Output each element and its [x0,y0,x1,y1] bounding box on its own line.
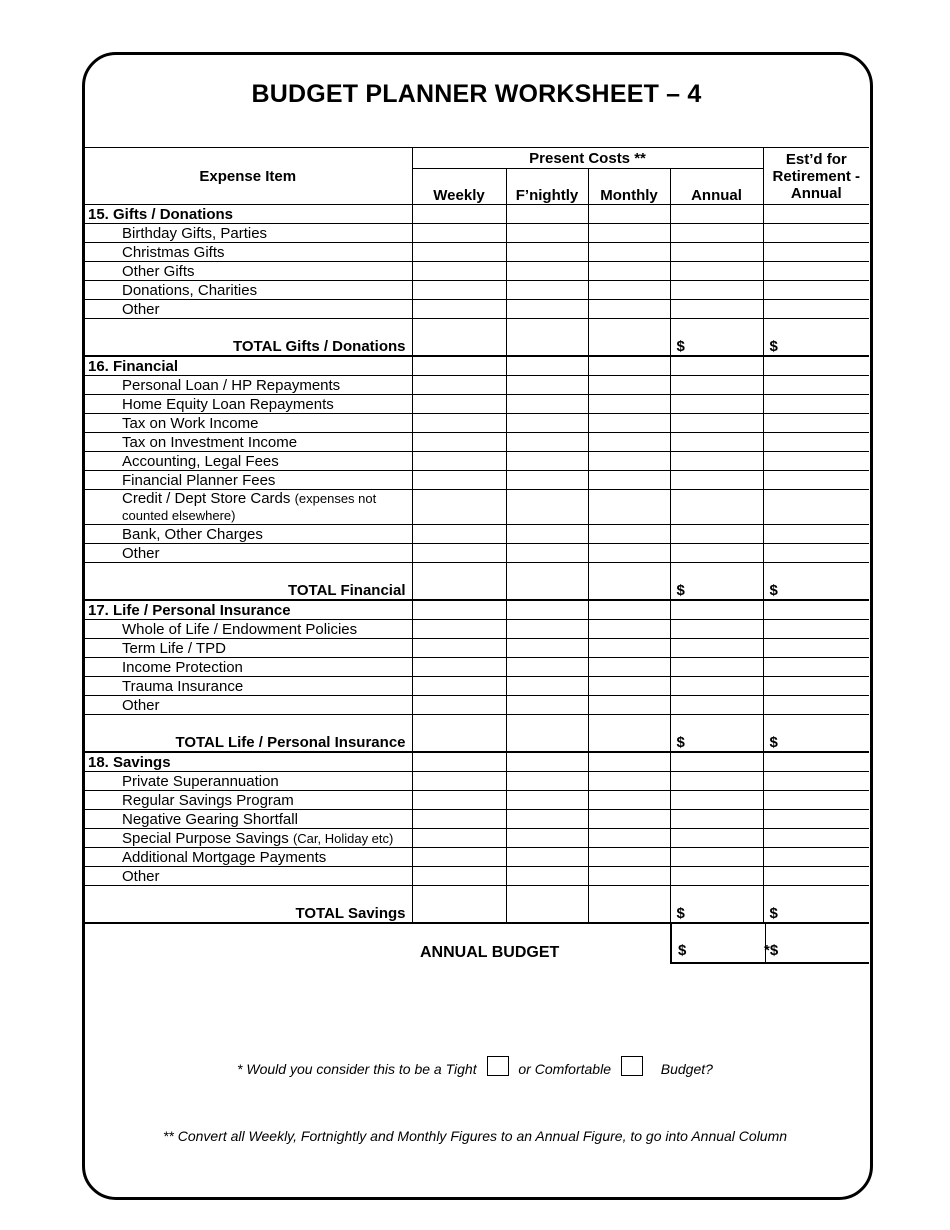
annual-cell[interactable] [670,243,763,262]
header-annual: Annual [670,169,763,205]
weekly-cell[interactable] [412,243,506,262]
expense-label: Private Superannuation [84,772,412,791]
footnote: ** Convert all Weekly, Fortnightly and Monthly Figures to an Annual Figure, to go into Annual Column [162,1128,788,1144]
expense-label: Negative Gearing Shortfall [84,810,412,829]
expense-label: Income Protection [84,658,412,677]
table-row [84,658,869,677]
question-suffix: Budget? [660,1061,713,1077]
monthly-cell[interactable] [588,471,670,490]
retirement-total-cell[interactable]: $ [763,886,869,924]
expense-label: Other [84,300,412,319]
monthly-cell[interactable] [588,639,670,658]
retirement-total-cell[interactable]: $ [763,319,869,357]
fnightly-cell[interactable] [506,224,588,243]
table-row [84,395,869,414]
table-row [84,300,869,319]
header-fnightly: F’nightly [506,169,588,205]
weekly-cell[interactable] [412,376,506,395]
monthly-cell[interactable] [588,867,670,886]
section-row [84,356,869,376]
expense-label: Christmas Gifts [84,243,412,262]
retirement-cell[interactable] [763,867,869,886]
annual-cell[interactable] [670,471,763,490]
monthly-cell[interactable] [588,205,670,224]
weekly-cell[interactable] [412,544,506,563]
table-row [84,471,869,490]
table-row [84,867,869,886]
weekly-cell[interactable] [412,262,506,281]
header-present-costs: Present Costs ** [412,148,763,169]
weekly-cell[interactable] [412,395,506,414]
special-savings-label: Special Purpose Savings [122,830,289,847]
expense-label: Donations, Charities [84,281,412,300]
expense-label-special [84,829,412,848]
retirement-cell[interactable] [763,620,869,639]
special-savings-note: (Car, Holiday etc) [292,831,394,846]
retirement-cell[interactable] [763,490,869,525]
monthly-cell[interactable] [588,600,670,620]
table-row [84,829,869,848]
monthly-cell[interactable] [588,886,670,924]
monthly-cell[interactable] [588,224,670,243]
expense-label: Other [84,544,412,563]
monthly-cell[interactable] [588,829,670,848]
annual-cell[interactable] [670,677,763,696]
header-retirement: Est’d for Retirement - Annual [763,148,869,205]
table-row [84,848,869,867]
monthly-cell[interactable] [588,772,670,791]
annual-cell[interactable] [670,544,763,563]
fnightly-cell[interactable] [506,791,588,810]
total-label: TOTAL Life / Personal Insurance [84,715,412,753]
monthly-cell[interactable] [588,791,670,810]
table-row [84,791,869,810]
weekly-cell[interactable] [412,848,506,867]
annual-cell[interactable] [670,600,763,620]
table-row [84,376,869,395]
section-title: 18. Savings [84,752,412,772]
fnightly-cell[interactable] [506,525,588,544]
retirement-total-cell[interactable]: $ [763,563,869,601]
annual-cell[interactable] [670,395,763,414]
budget-question [0,1056,950,1077]
weekly-cell[interactable] [412,319,506,357]
weekly-cell[interactable] [412,829,506,848]
section-row [84,205,869,224]
monthly-cell[interactable] [588,433,670,452]
weekly-cell[interactable] [412,696,506,715]
retirement-cell[interactable] [763,471,869,490]
annual-cell[interactable] [670,281,763,300]
weekly-cell[interactable] [412,752,506,772]
annual-cell[interactable] [670,525,763,544]
retirement-total-cell[interactable]: $ [763,715,869,753]
fnightly-cell[interactable] [506,563,588,601]
expense-label: Accounting, Legal Fees [84,452,412,471]
annual-cell[interactable] [670,205,763,224]
monthly-cell[interactable] [588,490,670,525]
table-row [84,262,869,281]
weekly-cell[interactable] [412,471,506,490]
retirement-cell[interactable] [763,848,869,867]
weekly-cell[interactable] [412,414,506,433]
table-row [84,414,869,433]
header-weekly: Weekly [412,169,506,205]
weekly-cell[interactable] [412,677,506,696]
expense-label: Other [84,696,412,715]
monthly-cell[interactable] [588,300,670,319]
annual-budget-label: ANNUAL BUDGET [420,944,560,961]
total-row [84,563,869,601]
retirement-cell[interactable] [763,752,869,772]
weekly-cell[interactable] [412,452,506,471]
expense-label: Regular Savings Program [84,791,412,810]
table-row [84,544,869,563]
header-expense-item: Expense Item [84,148,412,205]
total-label: TOTAL Savings [84,886,412,924]
expense-label: Bank, Other Charges [84,525,412,544]
weekly-cell[interactable] [412,563,506,601]
weekly-cell[interactable] [412,867,506,886]
weekly-cell[interactable] [412,281,506,300]
fnightly-cell[interactable] [506,544,588,563]
fnightly-cell[interactable] [506,677,588,696]
weekly-cell[interactable] [412,715,506,753]
weekly-cell[interactable] [412,620,506,639]
section-title: 15. Gifts / Donations [84,205,412,224]
annual-cell[interactable] [670,848,763,867]
monthly-cell[interactable] [588,544,670,563]
expense-label: Financial Planner Fees [84,471,412,490]
annual-cell[interactable] [670,620,763,639]
weekly-cell[interactable] [412,772,506,791]
page-title: BUDGET PLANNER WORKSHEET – 4 [251,80,702,108]
expense-label: Birthday Gifts, Parties [84,224,412,243]
weekly-cell[interactable] [412,224,506,243]
fnightly-cell[interactable] [506,658,588,677]
annual-cell[interactable] [670,224,763,243]
annual-total-cell[interactable]: $ [670,319,763,357]
table-row [84,243,869,262]
monthly-cell[interactable] [588,281,670,300]
header-monthly: Monthly [588,169,670,205]
fnightly-cell[interactable] [506,600,588,620]
monthly-cell[interactable] [588,376,670,395]
fnightly-cell[interactable] [506,414,588,433]
annual-cell[interactable] [670,658,763,677]
annual-cell[interactable] [670,490,763,525]
retirement-cell[interactable] [763,300,869,319]
retirement-cell[interactable] [763,829,869,848]
table-row [84,281,869,300]
fnightly-cell[interactable] [506,829,588,848]
fnightly-cell[interactable] [506,639,588,658]
comfortable-checkbox[interactable] [621,1056,643,1076]
fnightly-cell[interactable] [506,356,588,376]
retirement-cell[interactable] [763,376,869,395]
monthly-cell[interactable] [588,620,670,639]
credit-cards-note: (expenses not counted elsewhere) [122,491,377,523]
section-row [84,600,869,620]
annual-budget-retirement-value: *$ [764,942,779,959]
fnightly-cell[interactable] [506,205,588,224]
fnightly-cell[interactable] [506,281,588,300]
fnightly-cell[interactable] [506,452,588,471]
weekly-cell[interactable] [412,490,506,525]
weekly-cell[interactable] [412,205,506,224]
table-row [84,490,869,525]
annual-cell[interactable] [670,452,763,471]
tight-checkbox[interactable] [487,1056,509,1076]
retirement-cell[interactable] [763,810,869,829]
annual-cell[interactable] [670,414,763,433]
monthly-cell[interactable] [588,715,670,753]
fnightly-cell[interactable] [506,319,588,357]
retirement-cell[interactable] [763,433,869,452]
table-row [84,620,869,639]
monthly-cell[interactable] [588,395,670,414]
annual-total-cell[interactable]: $ [670,563,763,601]
annual-cell[interactable] [670,376,763,395]
section-row [84,752,869,772]
weekly-cell[interactable] [412,600,506,620]
weekly-cell[interactable] [412,433,506,452]
retirement-cell[interactable] [763,791,869,810]
monthly-cell[interactable] [588,452,670,471]
retirement-cell[interactable] [763,224,869,243]
monthly-cell[interactable] [588,658,670,677]
table-row [84,452,869,471]
fnightly-cell[interactable] [506,243,588,262]
expense-label: Tax on Investment Income [84,433,412,452]
annual-cell[interactable] [670,867,763,886]
table-row [84,224,869,243]
question-or: or Comfortable [518,1061,611,1077]
retirement-cell[interactable] [763,205,869,224]
monthly-cell[interactable] [588,525,670,544]
annual-cell[interactable] [670,696,763,715]
retirement-cell[interactable] [763,639,869,658]
question-prefix: * Would you consider this to be a Tight [237,1061,477,1077]
weekly-cell[interactable] [412,356,506,376]
fnightly-cell[interactable] [506,300,588,319]
retirement-cell[interactable] [763,772,869,791]
monthly-cell[interactable] [588,262,670,281]
monthly-cell[interactable] [588,696,670,715]
weekly-cell[interactable] [412,658,506,677]
retirement-cell[interactable] [763,395,869,414]
table-row [84,696,869,715]
fnightly-cell[interactable] [506,696,588,715]
weekly-cell[interactable] [412,639,506,658]
expense-label: Term Life / TPD [84,639,412,658]
fnightly-cell[interactable] [506,810,588,829]
monthly-cell[interactable] [588,810,670,829]
annual-cell[interactable] [670,356,763,376]
expense-label: Additional Mortgage Payments [84,848,412,867]
weekly-cell[interactable] [412,525,506,544]
retirement-cell[interactable] [763,544,869,563]
fnightly-cell[interactable] [506,752,588,772]
total-label: TOTAL Financial [84,563,412,601]
fnightly-cell[interactable] [506,471,588,490]
expense-label: Personal Loan / HP Repayments [84,376,412,395]
annual-cell[interactable] [670,262,763,281]
annual-cell[interactable] [670,300,763,319]
credit-cards-label: Credit / Dept Store Cards [122,490,291,507]
retirement-cell[interactable] [763,243,869,262]
annual-budget-annual-cell[interactable] [670,922,766,964]
annual-cell[interactable] [670,791,763,810]
monthly-cell[interactable] [588,848,670,867]
table-row [84,677,869,696]
fnightly-cell[interactable] [506,262,588,281]
weekly-cell[interactable] [412,791,506,810]
retirement-cell[interactable] [763,356,869,376]
header-row [84,148,869,169]
retirement-cell[interactable] [763,262,869,281]
retirement-cell[interactable] [763,696,869,715]
section-title: 17. Life / Personal Insurance [84,600,412,620]
annual-cell[interactable] [670,433,763,452]
fnightly-cell[interactable] [506,715,588,753]
annual-cell[interactable] [670,772,763,791]
fnightly-cell[interactable] [506,620,588,639]
fnightly-cell[interactable] [506,772,588,791]
fnightly-cell[interactable] [506,867,588,886]
weekly-cell[interactable] [412,886,506,924]
monthly-cell[interactable] [588,752,670,772]
weekly-cell[interactable] [412,300,506,319]
fnightly-cell[interactable] [506,433,588,452]
annual-budget-retirement-cell[interactable] [764,922,869,964]
annual-total-cell[interactable]: $ [670,886,763,924]
retirement-cell[interactable] [763,677,869,696]
worksheet-table [84,147,869,924]
expense-label: Tax on Work Income [84,414,412,433]
annual-budget-row [84,922,869,964]
retirement-cell[interactable] [763,452,869,471]
table-row [84,639,869,658]
table-row [84,772,869,791]
expense-label-credit [84,490,412,525]
retirement-cell[interactable] [763,414,869,433]
annual-cell[interactable] [670,752,763,772]
monthly-cell[interactable] [588,677,670,696]
total-row [84,319,869,357]
annual-cell[interactable] [670,639,763,658]
annual-budget-annual-value: $ [678,942,687,959]
retirement-cell[interactable] [763,281,869,300]
fnightly-cell[interactable] [506,886,588,924]
monthly-cell[interactable] [588,563,670,601]
expense-label: Whole of Life / Endowment Policies [84,620,412,639]
annual-total-cell[interactable]: $ [670,715,763,753]
total-label: TOTAL Gifts / Donations [84,319,412,357]
fnightly-cell[interactable] [506,848,588,867]
expense-label: Trauma Insurance [84,677,412,696]
section-title: 16. Financial [84,356,412,376]
table-row [84,525,869,544]
fnightly-cell[interactable] [506,490,588,525]
weekly-cell[interactable] [412,810,506,829]
retirement-cell[interactable] [763,600,869,620]
annual-cell[interactable] [670,829,763,848]
table-row [84,433,869,452]
expense-label: Other [84,867,412,886]
monthly-cell[interactable] [588,356,670,376]
total-row [84,886,869,924]
table-row [84,810,869,829]
retirement-cell[interactable] [763,525,869,544]
monthly-cell[interactable] [588,319,670,357]
total-row [84,715,869,753]
fnightly-cell[interactable] [506,395,588,414]
monthly-cell[interactable] [588,414,670,433]
expense-label: Other Gifts [84,262,412,281]
monthly-cell[interactable] [588,243,670,262]
annual-cell[interactable] [670,810,763,829]
retirement-cell[interactable] [763,658,869,677]
fnightly-cell[interactable] [506,376,588,395]
expense-label: Home Equity Loan Repayments [84,395,412,414]
